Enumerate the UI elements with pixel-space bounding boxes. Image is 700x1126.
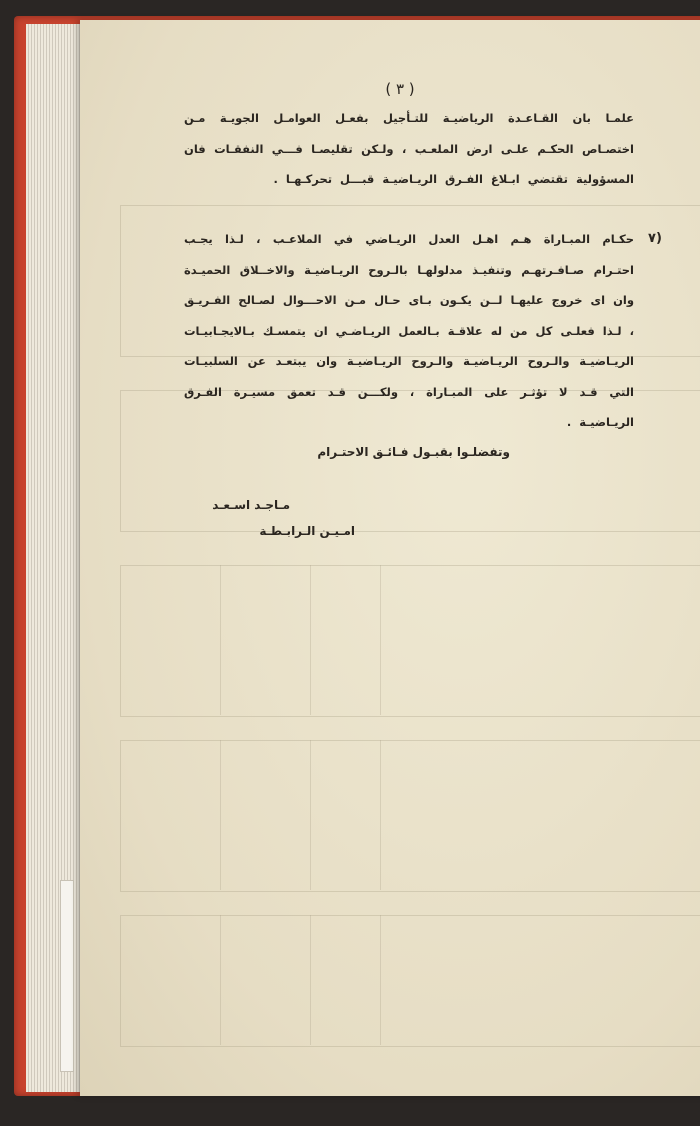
bleed-through-line	[380, 915, 381, 1045]
closing-line: وتفضلـوا بقبـول فـائـق الاحتـرام	[317, 445, 510, 459]
bleed-through-line	[220, 740, 221, 890]
bleed-through-line	[310, 740, 311, 890]
bleed-through-line	[310, 915, 311, 1045]
bleed-through-line	[380, 565, 381, 715]
signatory-name: مـاجـد اسـعـد	[212, 498, 290, 512]
bleed-through-table	[120, 915, 700, 1047]
paragraph-weather-postponement: علمـا بان القـاعـدة الرياضيـة للتـأجيل بفعـل العوامـل الجويـة مـن اختصـاص الحكـم علـى ارض الملعـب ، ولـكن تقليصـا فـــي النفقـات فان المسؤولية تقتضي ابـلاغ الفـرق الريـاضيـة قبـــل تحركـهـا .	[184, 111, 634, 186]
paper-tab	[60, 880, 74, 1072]
bleed-through-line	[220, 915, 221, 1045]
bleed-through-line	[380, 740, 381, 890]
bleed-through-table	[120, 565, 700, 717]
signatory-title: امـيـن الـرابـطـة	[259, 524, 355, 538]
paragraph-referees: حكـام المبـاراة هـم اهـل العدل الريـاضي في الملاعـب ، لـذا يجـب احتـرام صـافـرتهـم وتنفيـذ مدلولهـا بالـروح الريـاضيـة والاخــلاق الحميـدة وان اى خروج عليهـا لــن يكـون بـاى حـال مـن الاحـــوال لصـالح الفـريـق ، لـذا فعلـى كل من له علاقـة بـالعمل الريـاضـي ان يتمسـك بـالايجـابيـات الريـاضيـة والـروح الريـاضيـة والـروح الريـاضيـة وان يبتعـد عن السلبيـات التي قـد لا تؤثـر على المبـاراة ، ولكـــن قـد تعمق مسيـرة الفـرق الريـاضيـة .	[184, 232, 634, 429]
bleed-through-line	[310, 565, 311, 715]
item-number-7: ٧)	[648, 231, 662, 246]
bleed-through-table	[120, 740, 700, 892]
bleed-through-line	[220, 565, 221, 715]
page-number: ( ٣ )	[385, 80, 415, 98]
